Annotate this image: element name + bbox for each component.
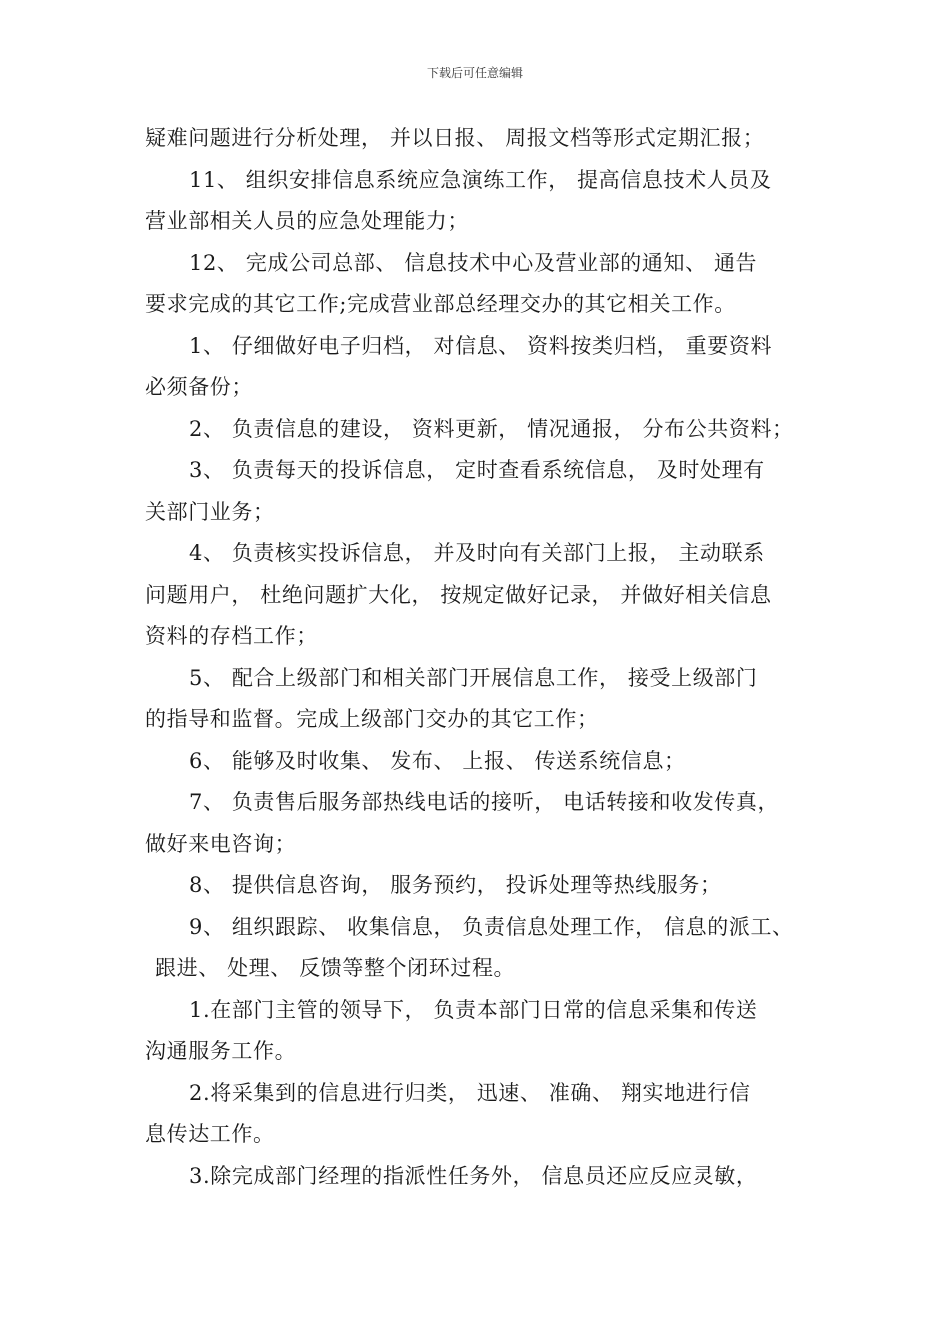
text-line: 4、 负责核实投诉信息， 并及时向有关部门上报， 主动联系 bbox=[189, 541, 765, 565]
text-line: 1.在部门主管的领导下， 负责本部门日常的信息采集和传送 bbox=[189, 997, 758, 1022]
text-line: 做好来电咨询； bbox=[145, 831, 297, 856]
text-line: 2.将采集到的信息进行归类， 迅速、 准确、 翔实地进行信 bbox=[189, 1080, 751, 1105]
text-line: 3、 负责每天的投诉信息， 定时查看系统信息， 及时处理有 bbox=[189, 458, 765, 482]
text-line: 息传达工作。 bbox=[145, 1122, 275, 1146]
text-line: 11、 组织安排信息系统应急演练工作， 提高信息技术人员及 bbox=[189, 167, 772, 192]
text-line: 8、 提供信息咨询， 服务预约， 投诉处理等热线服务； bbox=[189, 873, 722, 897]
text-line: 跟进、 处理、 反馈等整个闭环过程。 bbox=[155, 956, 516, 980]
text-line: 问题用户， 杜绝问题扩大化， 按规定做好记录， 并做好相关信息 bbox=[145, 582, 772, 607]
document-body bbox=[145, 118, 825, 1197]
text-line: 12、 完成公司总部、 信息技术中心及营业部的通知、 通告 bbox=[189, 250, 758, 275]
text-line: 2、 负责信息的建设， 资料更新， 情况通报， 分布公共资料； bbox=[189, 416, 794, 441]
text-line: 疑难问题进行分析处理， 并以日报、 周报文档等形式定期汇报； bbox=[145, 126, 765, 150]
text-line: 关部门业务； bbox=[145, 499, 275, 524]
text-line: 5、 配合上级部门和相关部门开展信息工作， 接受上级部门 bbox=[189, 665, 758, 690]
text-line: 的指导和监督。完成上级部门交办的其它工作； bbox=[145, 707, 599, 731]
text-line: 沟通服务工作。 bbox=[145, 1039, 297, 1063]
text-line: 3.除完成部门经理的指派性任务外， 信息员还应反应灵敏， bbox=[189, 1163, 758, 1188]
text-line: 要求完成的其它工作;完成营业部总经理交办的其它相关工作。 bbox=[145, 292, 736, 316]
page-header: 下载后可任意编辑 bbox=[426, 66, 523, 80]
text-line: 1、 仔细做好电子归档， 对信息、 资料按类归档， 重要资料 bbox=[189, 333, 773, 358]
text-line: 必须备份； bbox=[145, 375, 253, 399]
text-line: 资料的存档工作； bbox=[145, 624, 318, 648]
text-line: 营业部相关人员的应急处理能力； bbox=[145, 209, 469, 233]
text-line: 9、 组织跟踪、 收集信息， 负责信息处理工作， 信息的派工、 bbox=[189, 914, 794, 939]
text-line: 6、 能够及时收集、 发布、 上报、 传送系统信息； bbox=[189, 748, 686, 773]
text-line: 7、 负责售后服务部热线电话的接听， 电话转接和收发传真， bbox=[189, 790, 780, 814]
